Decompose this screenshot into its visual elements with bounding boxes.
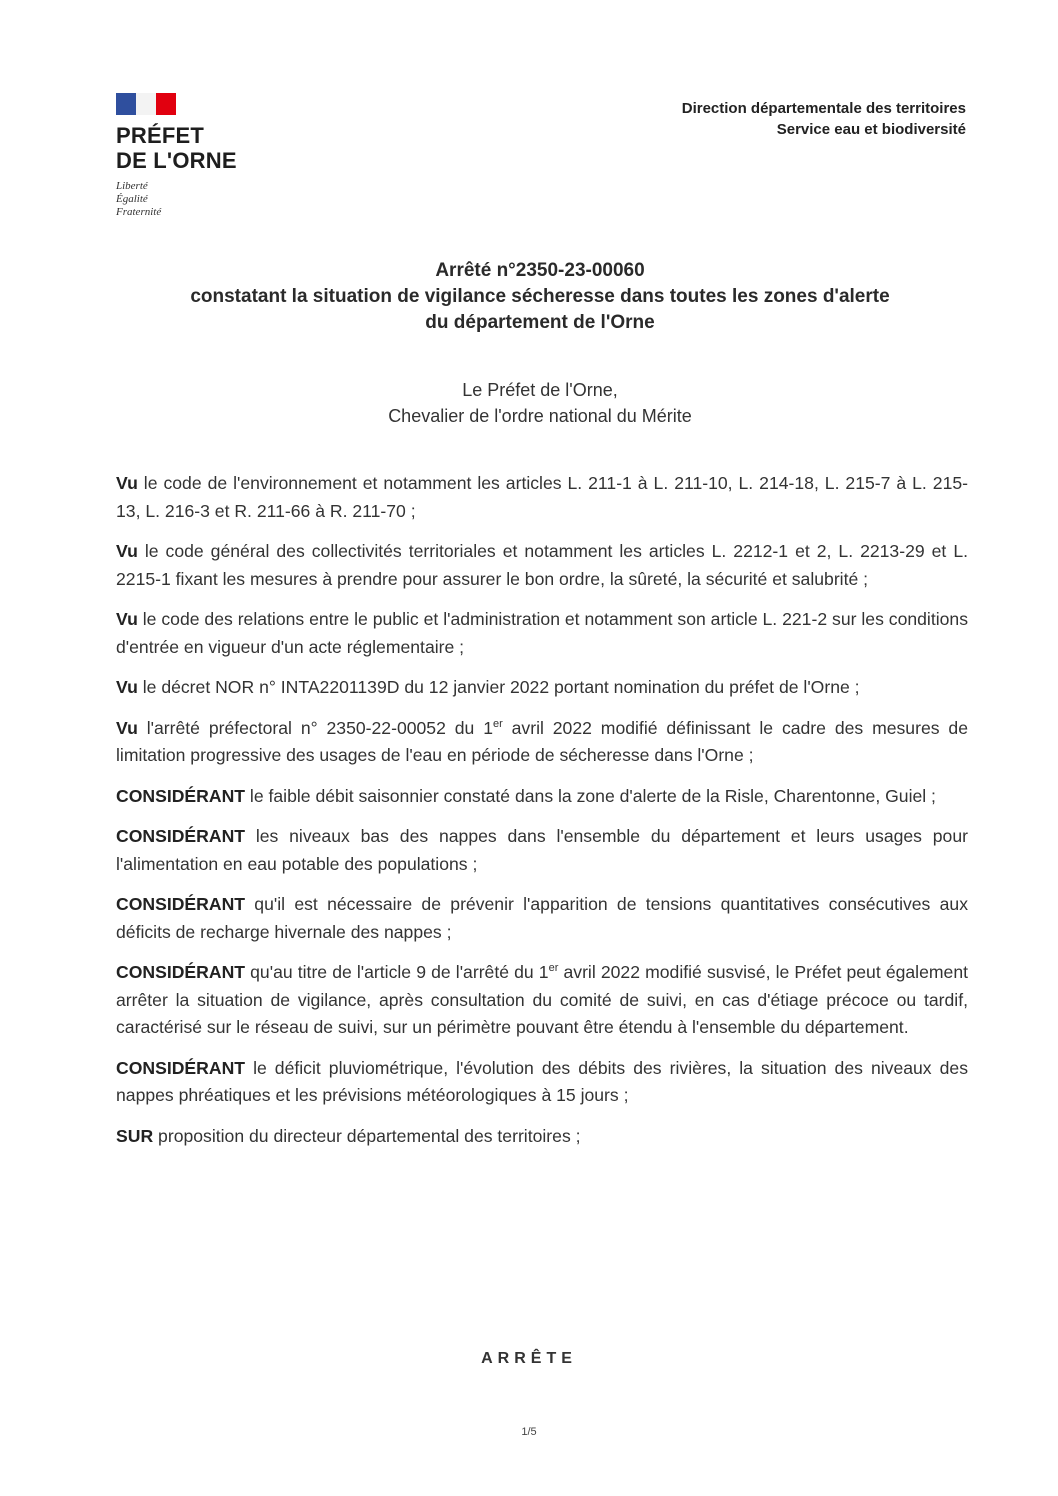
paragraph-text-continued: avril 2022 modifié susvisé, le Préfet peut également arrêter la situation de vigilance, après consultation du comité de suivi, en cas d'étiage précoce ou tardif, caractérisé sur le réseau de suivi, sur un périmètre pouvant être étendu à l'ensemble du département. — [116, 962, 968, 1037]
visa-paragraph — [116, 606, 968, 661]
paragraph-text: le décret NOR n° INTA2201139D du 12 janvier 2022 portant nomination du préfet de l'Orne ; — [137, 677, 860, 697]
paragraph-text-continued: avril 2022 modifié définissant le cadre des mesures de limitation progressive des usages de l'eau en période de sécheresse dans l'Orne ; — [116, 717, 968, 765]
paragraph-keyword: Vu — [116, 717, 138, 738]
motto-egalite: Égalité — [116, 193, 148, 205]
paragraph-text: le code des relations entre le public et l'administration et notamment son article L. 221-2 sur les conditions d'entrée en vigueur d'un acte réglementaire ; — [116, 609, 968, 657]
motto-fraternite: Fraternité — [116, 206, 162, 218]
service-name: Service eau et biodiversité — [776, 121, 966, 138]
page-number: 1/5 — [521, 1426, 537, 1438]
paragraph-text: le déficit pluviométrique, l'évolution des débits des rivières, la situation des niveaux des nappes phréatiques et les prévisions météorologiques à 15 jours ; — [116, 1057, 968, 1105]
issuing-service — [682, 98, 966, 140]
title-line-2: constatant la situation de vigilance sécheresse dans toutes les zones d'alerte — [190, 286, 890, 307]
ordinal-superscript: er — [492, 717, 503, 730]
decision-heading: ARRÊTE — [481, 1350, 577, 1367]
paragraph-text: le code général des collectivités territoriales et notamment les articles L. 2212-1 et 2, L. 2213-29 et L. 2215-1 fixant les mesures à prendre pour assurer le bon ordre, la sûreté, la sécurité et salubrité ; — [116, 541, 968, 589]
logo-title — [116, 123, 316, 173]
paragraph-keyword: CONSIDÉRANT — [116, 962, 246, 982]
paragraph-text: proposition du directeur départemental des territoires ; — [153, 1125, 581, 1146]
considerant-paragraph — [116, 783, 968, 811]
logo-line-1: PRÉFET — [116, 123, 204, 148]
visa-paragraph — [116, 674, 968, 702]
considerant-paragraph — [116, 891, 968, 946]
ordinal-superscript: er — [548, 962, 559, 975]
paragraph-keyword: CONSIDÉRANT — [116, 826, 246, 846]
prefet-line-1: Le Préfet de l'Orne, — [462, 380, 618, 400]
document-body — [116, 470, 968, 1163]
paragraph-keyword: CONSIDÉRANT — [116, 785, 246, 806]
paragraph-text: le faible débit saisonnier constaté dans la zone d'alerte de la Risle, Charentonne, Guiel ; — [245, 785, 936, 806]
visa-paragraph — [116, 470, 968, 525]
paragraph-text: l'arrêté préfectoral n° 2350-22-00052 du 1 — [137, 717, 493, 738]
title-line-1: Arrêté n°2350-23-00060 — [435, 260, 645, 281]
paragraph-text: les niveaux bas des nappes dans l'ensemble du département et leurs usages pour l'alimentation en eau potable des populations ; — [116, 826, 968, 874]
paragraph-keyword: Vu — [116, 541, 138, 561]
paragraph-keyword: Vu — [116, 609, 138, 629]
prefecture-logo — [116, 93, 316, 219]
republic-motto — [116, 180, 316, 219]
document-title — [80, 258, 1000, 336]
considerant-paragraph — [116, 823, 968, 878]
logo-line-2: DE L'ORNE — [116, 148, 237, 173]
title-line-3: du département de l'Orne — [425, 312, 655, 333]
marianne-flag-icon — [116, 93, 176, 115]
visa-paragraph — [116, 715, 968, 770]
direction-name: Direction départementale des territoires — [681, 100, 966, 117]
prefet-signatory — [80, 377, 1000, 429]
paragraph-text: le code de l'environnement et notamment les articles L. 211-1 à L. 211-10, L. 214-18, L. 215-7 à L. 215-13, L. 216-3 et R. 211-66 à R. 211-70 ; — [116, 473, 968, 521]
prefet-line-2: Chevalier de l'ordre national du Mérite — [388, 406, 692, 426]
paragraph-keyword: CONSIDÉRANT — [116, 894, 246, 914]
considerant-paragraph — [116, 1055, 968, 1110]
paragraph-keyword: Vu — [116, 473, 138, 493]
paragraph-text: qu'au titre de l'article 9 de l'arrêté du 1 — [245, 962, 549, 982]
visa-paragraph — [116, 538, 968, 593]
paragraph-keyword: CONSIDÉRANT — [116, 1057, 246, 1078]
paragraph-keyword: Vu — [116, 677, 138, 697]
paragraph-text: qu'il est nécessaire de prévenir l'apparition de tensions quantitatives consécutives aux déficits de recharge hivernale des nappes ; — [116, 894, 968, 942]
considerant-paragraph — [116, 959, 968, 1042]
proposal-paragraph — [116, 1123, 968, 1151]
paragraph-keyword: SUR — [116, 1125, 154, 1146]
motto-liberte: Liberté — [116, 180, 148, 192]
